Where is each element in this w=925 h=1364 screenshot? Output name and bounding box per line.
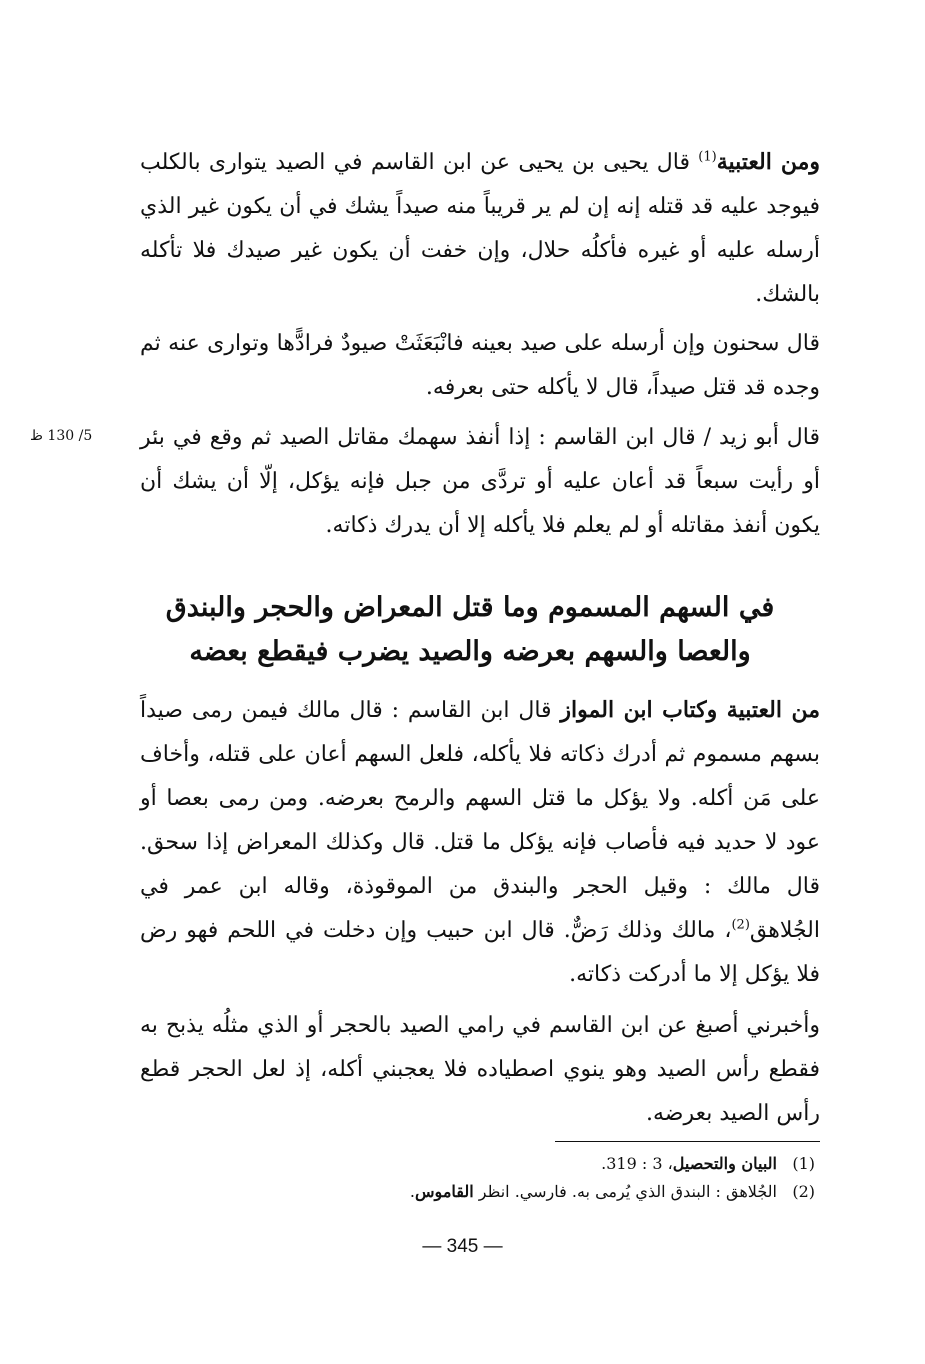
paragraph-4: [140, 688, 820, 997]
paragraph-4-text-continued: ، مالك وذلك رَضٌّ. قال ابن حبيب وإن دخلت في اللحم فهو رض فلا يؤكل إلا ما أدركت ذكاته.: [140, 918, 820, 987]
footnote-2-number: (2): [792, 1182, 815, 1201]
paragraph-5-text: وأخبرني أصبغ عن ابن القاسم في رامي الصيد بالحجر أو الذي مثلُه يذبح به فقطع رأس الصيد وهو ينوي اصطياده فلا يعجبني أكله، إذ لعل الحجر قطع رأس الصيد بعرضه.: [140, 1013, 820, 1126]
footnote-1-number: (1): [792, 1154, 815, 1173]
paragraph-3: [140, 416, 820, 548]
section-heading: [150, 586, 790, 674]
footnote-marker-2[interactable]: (2): [731, 917, 750, 933]
paragraph-1: [140, 140, 820, 317]
source-title-atabiya-ibn-mawaz: من العتبية وكتاب ابن المواز: [560, 697, 820, 723]
footnote-2-text-end: .: [409, 1182, 416, 1201]
paragraph-3-text: قال أبو زيد / قال ابن القاسم : إذا أنفذ سهمك مقاتل الصيد ثم وقع في بئر أو رأيت سبعاً قد أعان عليه أو تردَّى من جبل فإنه يؤكل، إلّا أن يشك أن يكون أنفذ مقاتله أو لم يعلم فلا يأكله إلا أن يدرك ذكاته.: [140, 425, 820, 538]
footnote-1-text: ، 3 : 319.: [601, 1154, 673, 1173]
source-title-atabiya: ومن العتبية: [716, 149, 820, 175]
section-heading-line-1: في السهم المسموم وما قتل المعراض والحجر والبندق: [165, 592, 775, 623]
paragraph-2: [140, 322, 820, 410]
footnote-2-text: الجُلاهق : البندق الذي يُرمى به. فارسي. انظر: [473, 1182, 777, 1201]
manuscript-folio-reference: 5/ 130 ظ: [30, 428, 93, 444]
section-heading-line-2: والعصا والسهم بعرضه والصيد يضرب فيقطع بعضه: [189, 636, 751, 667]
footnote-1: [300, 1152, 815, 1176]
footnote-separator: [555, 1141, 820, 1142]
footnote-2-source-title: القاموس: [415, 1182, 474, 1201]
footnote-2: [300, 1180, 815, 1204]
page-number: — 345 —: [422, 1236, 503, 1257]
paragraph-1-text: قال يحيى بن يحيى عن ابن القاسم في الصيد يتوارى بالكلب فيوجد عليه قد قتله إنه إن لم ير قريباً منه صيداً يشك في أن يكون غير الذي أرسله عليه أو غيره فأكلُه حلال، وإن خفت أن يكون غير صيدك فلا تأكله بالشك.: [140, 150, 820, 307]
paragraph-4-text: قال ابن القاسم : قال مالك فيمن رمى صيداً بسهم مسموم ثم أدرك ذكاته فلا يأكله، فلعل السهم أعان على قتله، وأخاف على مَن أكله. ولا يؤكل ما قتل السهم والرمح بعرضه. ومن رمى بعصا أو عود لا حديد فيه فأصاب فإنه يؤكل ما قتل. قال وكذلك المعراض إذا سحق. قال مالك : وقيل الحجر والبندق من الموقوذة، وقاله ابن عمر في الجُلاهق: [140, 698, 820, 943]
paragraph-2-text: قال سحنون وإن أرسله على صيد بعينه فانْبَعَثَتْ صيودٌ فرادًّها وتوارى عنه ثم وجده قد قتل صيداً، قال لا يأكله حتى بعرفه.: [140, 331, 820, 400]
footnote-1-source-title: البيان والتحصيل: [672, 1154, 777, 1173]
footnote-marker-1[interactable]: (1): [698, 149, 717, 165]
paragraph-5: [140, 1004, 820, 1136]
